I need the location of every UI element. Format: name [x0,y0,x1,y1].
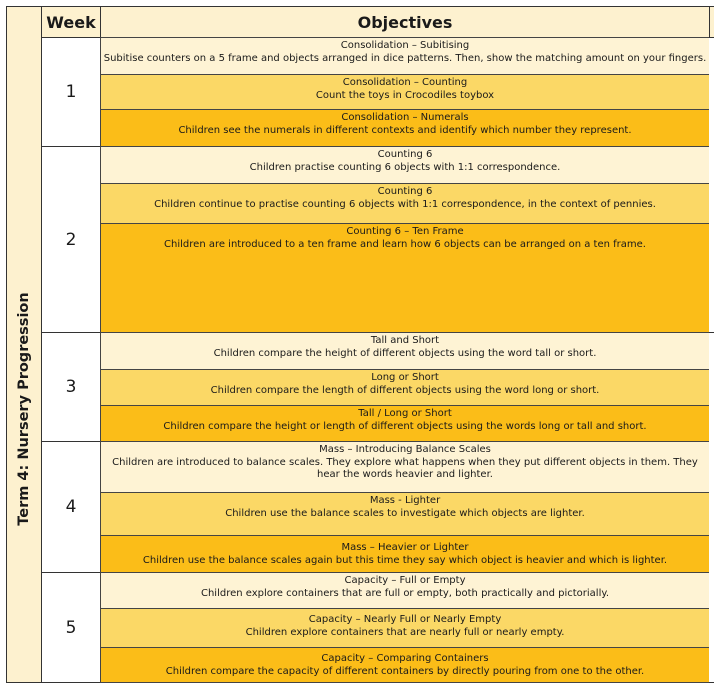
objective-title: Tall and Short [370,335,440,346]
objective-description: Children practise counting 6 objects with 1:1 correspondence. [249,161,561,173]
objective-cell [100,183,710,224]
objective-cell [100,405,710,442]
objective-cell [100,572,710,609]
objective-description: Children use the balance scales to investigate which objects are lighter. [225,507,585,519]
objective-description: Children see the numerals in different contexts and identify which number they represent. [178,124,632,136]
objective-description: Children explore containers that are nearly full or nearly empty. [245,626,565,638]
cropped-column [709,332,714,683]
objective-title: Capacity – Comparing Containers [321,653,489,664]
objective-title: Long or Short [371,372,439,383]
week-cell-4: 4 [41,441,101,573]
objective-cell [100,109,710,147]
term-title: Term 4: Nursery Progression [16,292,32,526]
objective-title: Mass - Lighter [369,495,441,506]
objective-title: Counting 6 – Ten Frame [346,226,464,237]
objective-description: Children continue to practise counting 6 objects with 1:1 correspondence, in the context of pennies. [154,198,656,210]
objective-description: Children explore containers that are full or empty, both practically and pictorially. [200,587,610,599]
objectives-column-header: Objectives [100,6,710,38]
week-cell-1: 1 [41,37,101,147]
objective-title: Consolidation – Numerals [341,112,469,123]
objective-title: Consolidation – Subitising [340,40,470,51]
objective-description: Children use the balance scales again but this time they say which object is heavier and which is lighter. [142,554,668,566]
week-cell-3: 3 [41,332,101,442]
objective-cell [100,37,710,75]
objective-description: Children are introduced to balance scales. They explore what happens when they put different objects in them. They hear the words heavier and lighter. [112,456,698,480]
objective-description: Children compare the height or length of different objects using the words long or tall and short. [163,420,647,432]
objective-description: Children compare the height of different objects using the word tall or short. [213,347,597,359]
week-cell-2: 2 [41,146,101,333]
progression-table [6,6,714,683]
objective-description: Children compare the capacity of different containers by directly pouring from one to the other. [165,665,645,677]
next-column-header [709,6,714,38]
objective-description: Children are introduced to a ten frame and learn how 6 objects can be arranged on a ten frame. [164,238,646,250]
objective-cell [100,535,710,573]
objective-title: Capacity – Nearly Full or Nearly Empty [308,614,502,625]
objective-description: Subitise counters on a 5 frame and objects arranged in dice patterns. Then, show the matching amount on your fingers. [103,52,707,64]
objective-cell [100,492,710,536]
objective-title: Counting 6 [377,186,433,197]
objective-cell [100,146,710,184]
objective-title: Counting 6 [377,149,433,160]
objective-title: Consolidation – Counting [342,77,468,88]
objective-cell [100,647,710,683]
term-sidebar [6,6,42,683]
objective-cell [100,223,710,333]
cropped-column [709,37,714,333]
week-column-header: Week [41,6,101,38]
objective-description: Count the toys in Crocodiles toybox [315,89,495,101]
objective-description: Children compare the length of different objects using the word long or short. [210,384,600,396]
objective-cell [100,332,710,370]
objective-title: Capacity – Full or Empty [344,575,466,586]
week-cell-5: 5 [41,572,101,683]
objective-cell [100,74,710,110]
objective-title: Mass – Introducing Balance Scales [319,444,491,455]
objective-cell [100,608,710,648]
objective-cell [100,369,710,406]
objective-title: Mass – Heavier or Lighter [341,542,469,553]
objective-cell [100,441,710,493]
objective-title: Tall / Long or Short [358,408,452,419]
